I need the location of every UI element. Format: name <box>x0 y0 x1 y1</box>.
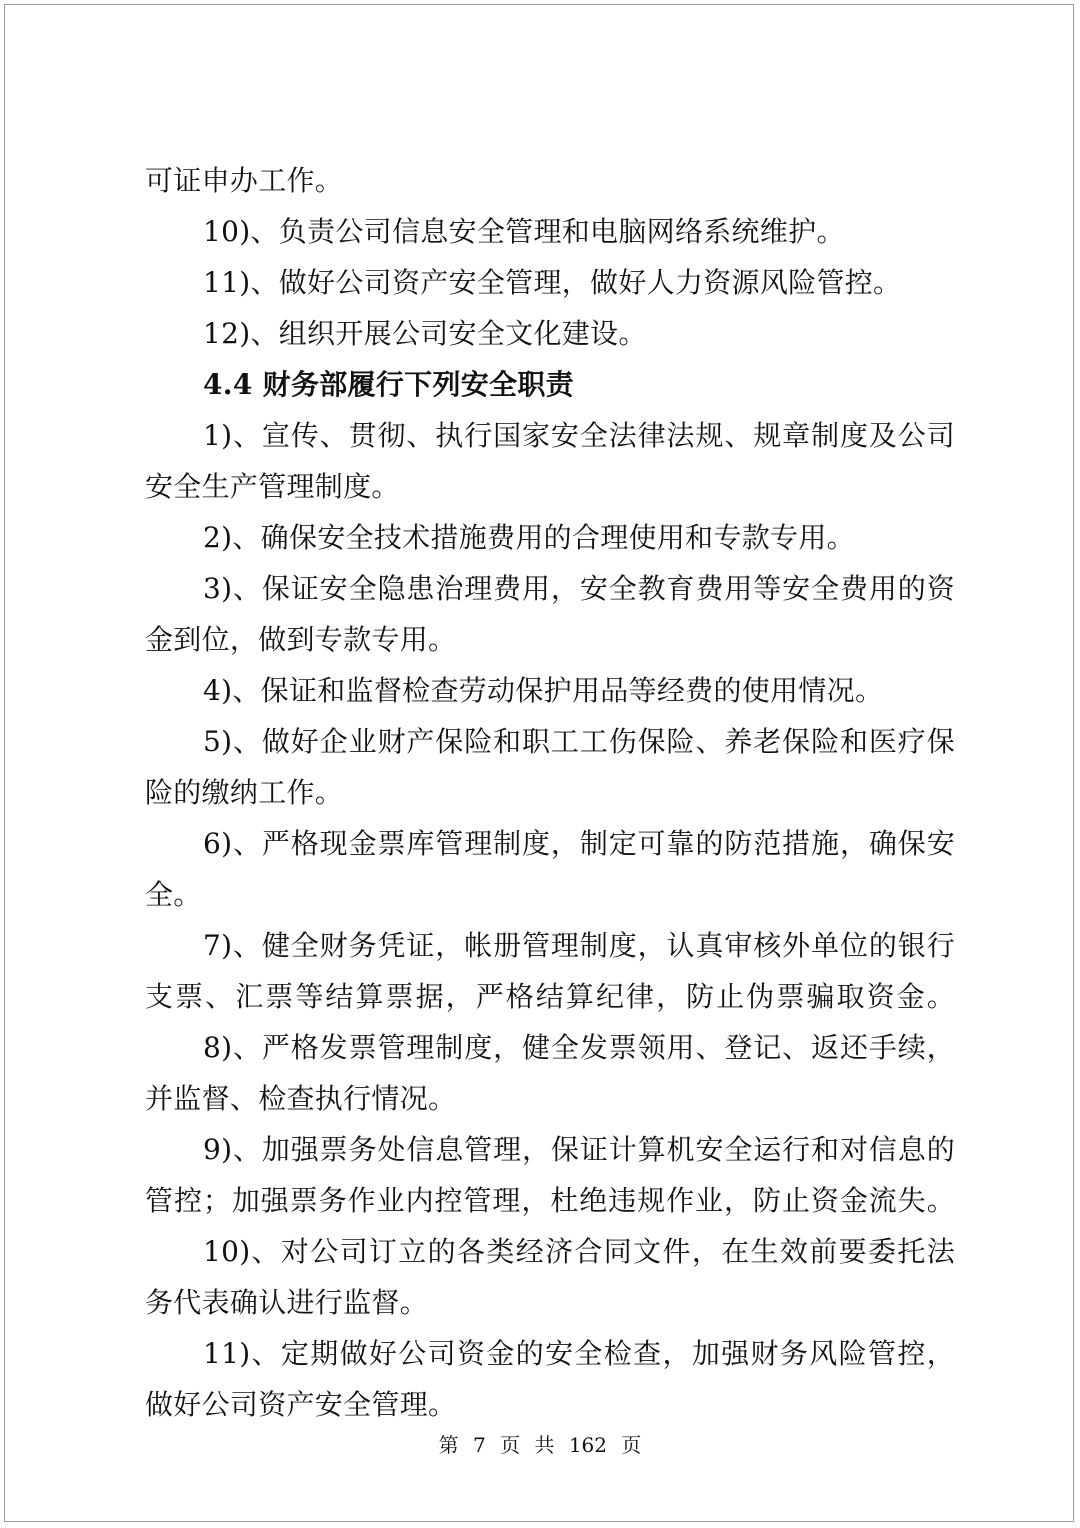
text-line: 管控；加强票务作业内控管理，杜绝违规作业，防止资金流失。 <box>145 1184 955 1217</box>
text-line: 10)、负责公司信息安全管理和电脑网络系统维护。 <box>203 215 845 248</box>
text-line: 务代表确认进行监督。 <box>145 1286 429 1319</box>
page-footer <box>0 1430 1080 1460</box>
footer-suffix: 页 <box>621 1433 642 1457</box>
text-line: 险的缴纳工作。 <box>145 776 344 809</box>
document-body <box>145 155 955 1430</box>
text-line: 安全生产管理制度。 <box>145 470 400 503</box>
text-line: 3)、保证安全隐患治理费用，安全教育费用等安全费用的资 <box>203 572 955 605</box>
text-line: 8)、严格发票管理制度，健全发票领用、登记、返还手续， <box>203 1031 955 1064</box>
footer-total-word: 共 <box>534 1433 555 1457</box>
text-line: 2)、确保安全技术措施费用的合理使用和专款专用。 <box>203 521 855 554</box>
text-line: 10)、对公司订立的各类经济合同文件，在生效前要委托法 <box>203 1235 955 1268</box>
footer-current-page: 7 <box>473 1433 486 1457</box>
text-line: 可证申办工作。 <box>145 164 344 197</box>
text-line: 12)、组织开展公司安全文化建设。 <box>203 317 647 350</box>
text-line: 5)、做好企业财产保险和职工工伤保险、养老保险和医疗保 <box>203 725 955 758</box>
text-line: 11)、做好公司资产安全管理，做好人力资源风险管控。 <box>203 266 902 299</box>
text-line: 9)、加强票务处信息管理，保证计算机安全运行和对信息的 <box>203 1133 955 1166</box>
footer-total-pages: 162 <box>568 1433 607 1457</box>
text-line: 支票、汇票等结算票据，严格结算纪律，防止伪票骗取资金。 <box>145 980 955 1013</box>
text-line: 做好公司资产安全管理。 <box>145 1388 457 1421</box>
text-line: 4)、保证和监督检查劳动保护用品等经费的使用情况。 <box>203 674 884 707</box>
footer-prefix: 第 <box>438 1433 459 1457</box>
text-line: 11)、定期做好公司资金的安全检查，加强财务风险管控， <box>203 1337 955 1370</box>
text-line: 金到位，做到专款专用。 <box>145 623 457 656</box>
text-line: 并监督、检查执行情况。 <box>145 1082 457 1115</box>
text-line: 7)、健全财务凭证，帐册管理制度，认真审核外单位的银行 <box>203 929 955 962</box>
footer-page-word: 页 <box>500 1433 521 1457</box>
section-heading: 4.4 财务部履行下列安全职责 <box>203 368 574 401</box>
text-line: 6)、严格现金票库管理制度，制定可靠的防范措施，确保安 <box>203 827 955 860</box>
text-line: 全。 <box>145 878 202 911</box>
text-line: 1)、宣传、贯彻、执行国家安全法律法规、规章制度及公司 <box>203 419 955 452</box>
